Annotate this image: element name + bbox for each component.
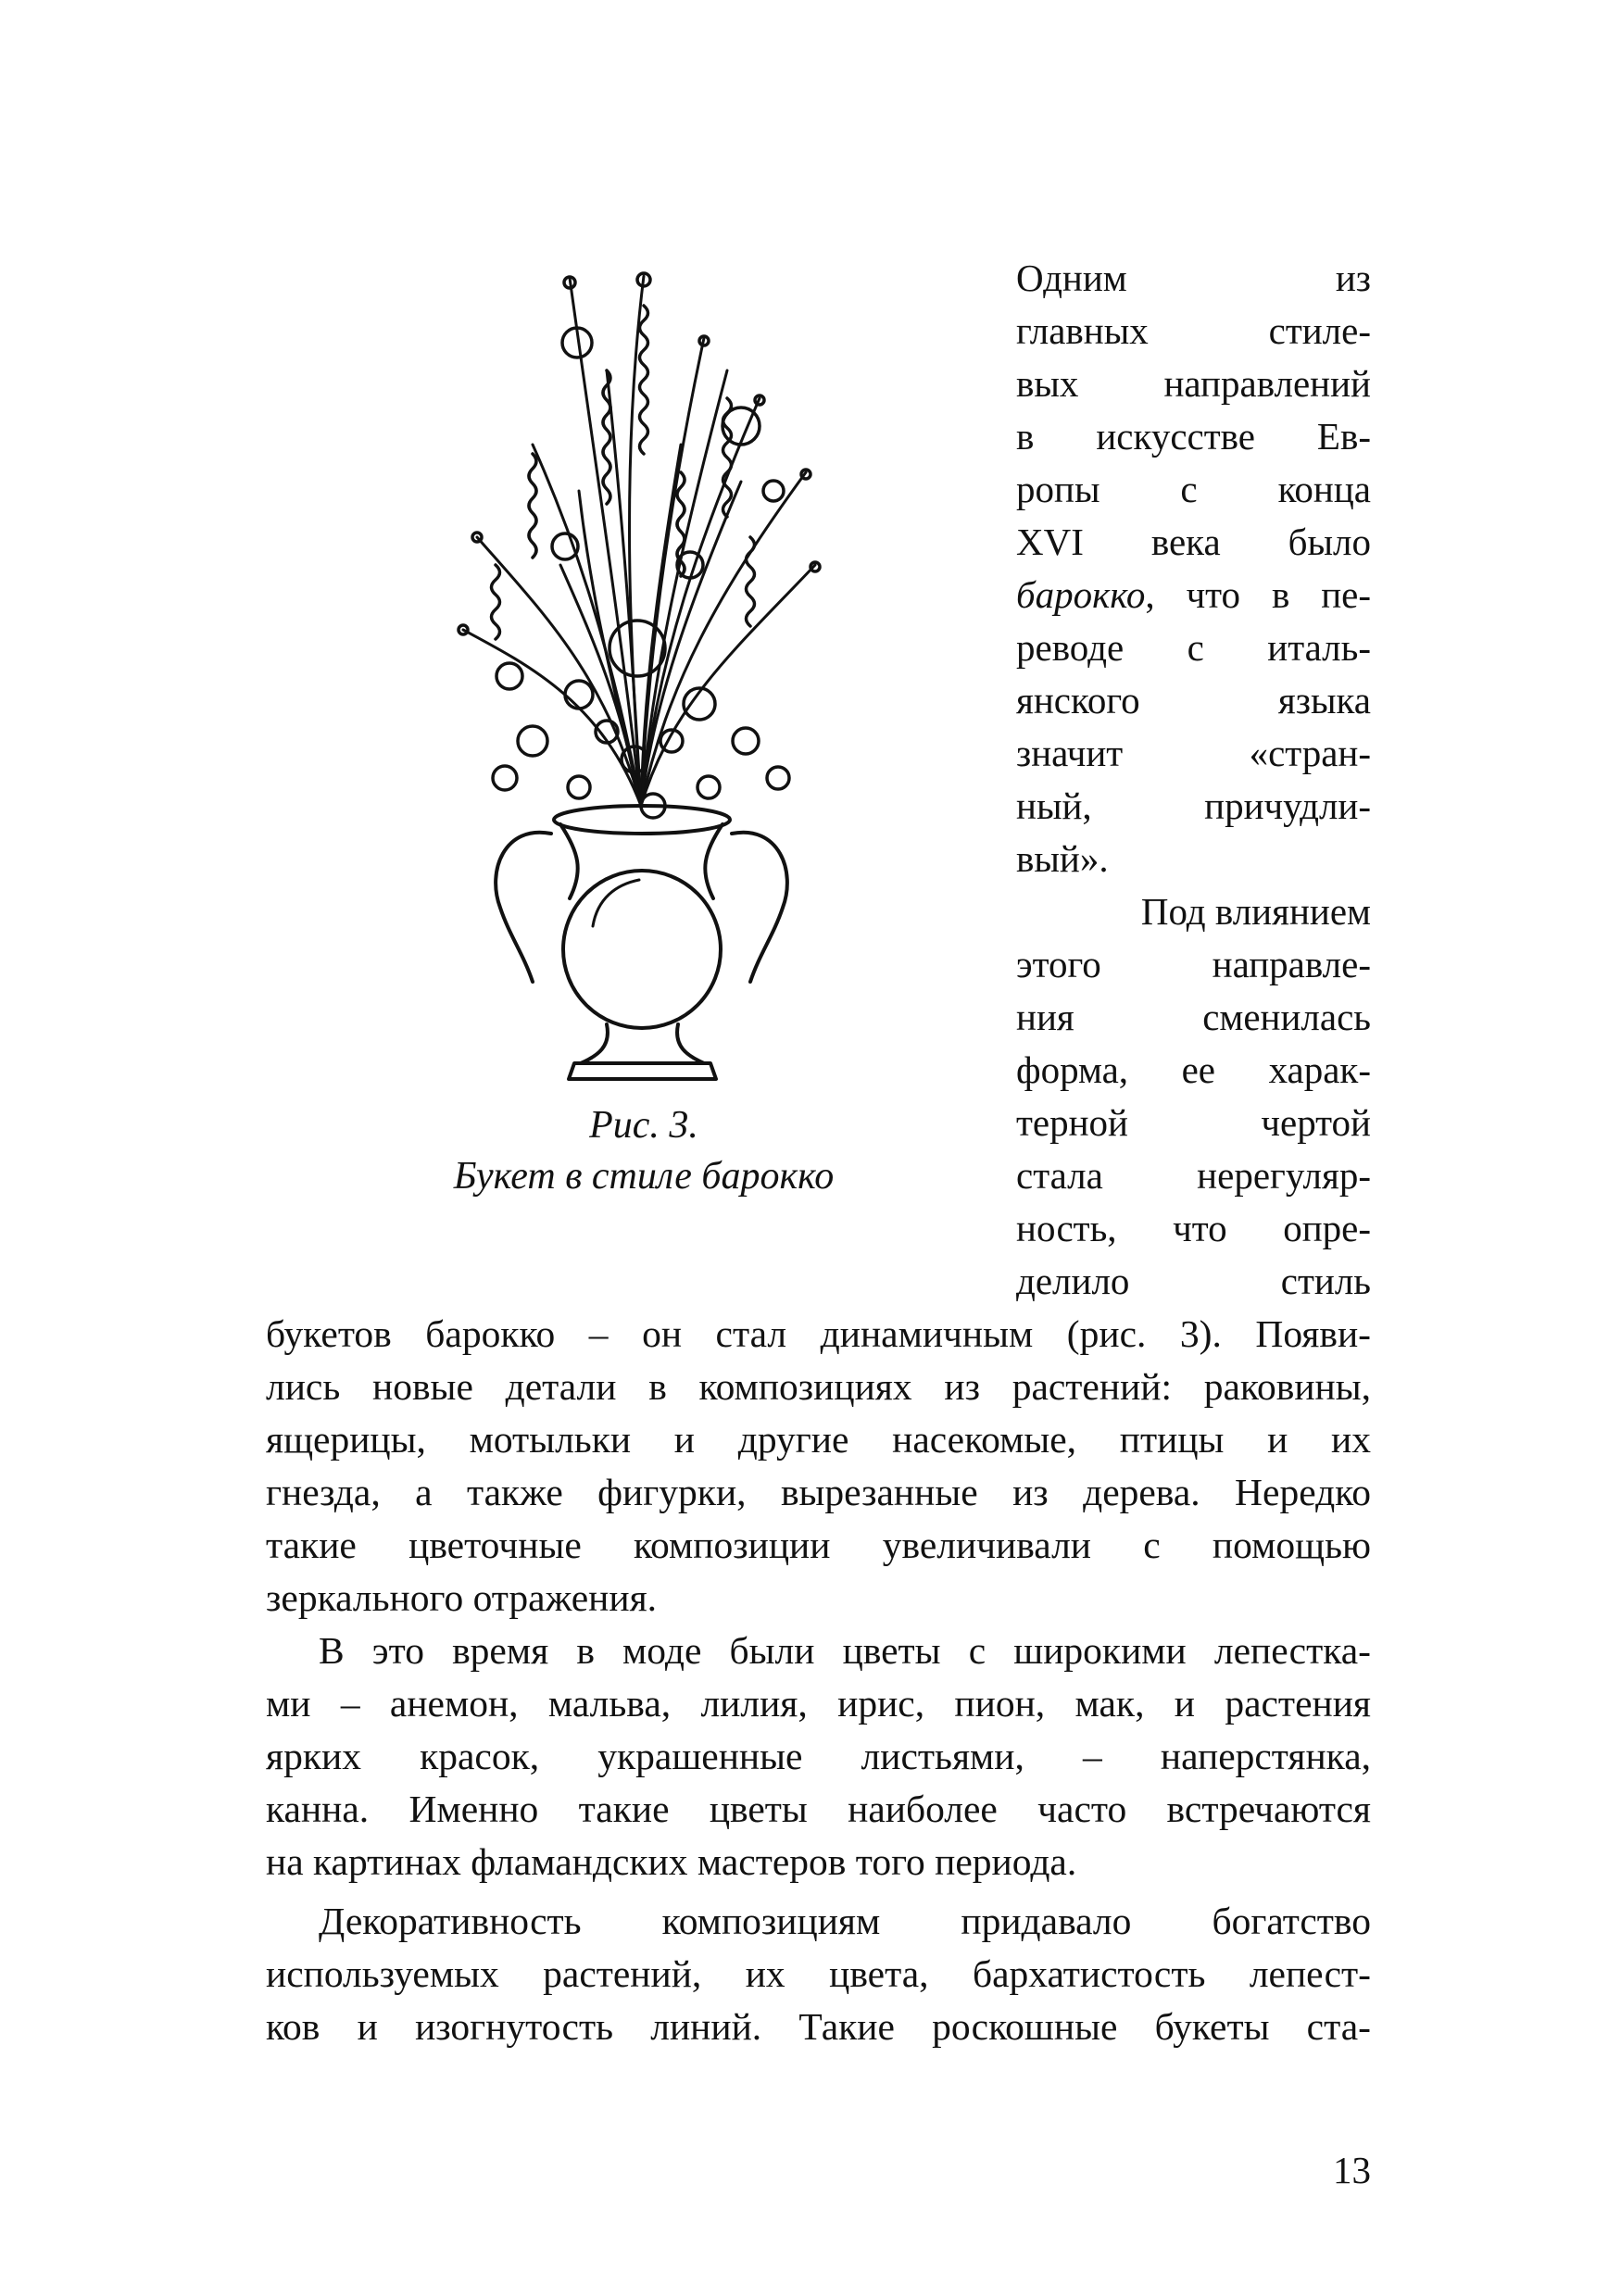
vase-handle-left [496, 833, 551, 982]
body-text-line: канна. Именно такие цветы наиболее часто встречаются [266, 1788, 1371, 1830]
vase-highlight [593, 880, 639, 926]
side-text-line: барокко, что в пе- [1016, 573, 1371, 616]
body-text-line: ков и изогнутость линий. Такие роскошные букеты ста- [266, 2005, 1371, 2048]
side-text-line: главных стиле- [1016, 309, 1371, 352]
side-text-line: этого направле- [1016, 943, 1371, 985]
side-text-line: Под влиянием [1140, 890, 1371, 933]
body-text-line: лись новые детали в композициях из растений: раковины, [266, 1365, 1371, 1408]
vase-handle-right [732, 833, 787, 982]
body-text-line: гнезда, а также фигурки, вырезанные из дерева. Нередко [266, 1471, 1371, 1513]
beaded-spray [492, 565, 500, 639]
ring-bloom [493, 766, 517, 790]
stem [463, 630, 641, 806]
figure-title: Букет в стиле барокко [453, 1155, 835, 1198]
page-number: 13 [1333, 2149, 1371, 2191]
side-text-line: вый». [1016, 837, 1109, 880]
ring-bloom [767, 767, 789, 789]
side-text-line: ность, что опре- [1016, 1207, 1371, 1249]
body-text-line: Декоративность композициям придавало богатство [319, 1900, 1371, 1942]
ring-bloom [518, 726, 547, 756]
side-text-line: ный, причудли- [1016, 784, 1371, 827]
side-text-line: вых направлений [1016, 362, 1371, 405]
ring-bloom [496, 663, 522, 689]
body-text-line: В это время в моде были цветы с широкими лепестка- [319, 1629, 1371, 1672]
body-text-line: ящерицы, мотыльки и другие насекомые, птицы и их [266, 1418, 1371, 1461]
ring-bloom [565, 681, 593, 709]
side-text-line: в искусстве Ев- [1016, 415, 1371, 458]
body-text-line: ярких красок, украшенные листьями, – наперстянка, [266, 1735, 1371, 1777]
figure-number: Рис. 3. [589, 1104, 698, 1147]
body-text-line: используемых растений, их цвета, бархатистость лепест- [266, 1952, 1371, 1995]
side-text-line: ния сменилась [1016, 996, 1371, 1038]
side-text-line: значит «стран- [1016, 732, 1371, 774]
side-text-line: терной чертой [1016, 1101, 1371, 1144]
side-text-line: XVI века было [1016, 521, 1371, 563]
vase-foot [581, 1024, 704, 1063]
ring-bloom [733, 728, 759, 754]
ring-bloom [763, 481, 784, 501]
figure-caption [389, 1100, 898, 1202]
stem [641, 482, 741, 806]
ring-bloom [568, 776, 590, 798]
ring-bloom [677, 552, 703, 578]
body-text-line: букетов барокко – он стал динамичным (рис. 3). Появи- [266, 1312, 1371, 1355]
ring-bloom [697, 776, 720, 798]
side-text-line: форма, ее харак- [1016, 1048, 1371, 1091]
vase-base [569, 1063, 716, 1079]
vase-body [563, 871, 721, 1028]
side-text-line: делило стиль [1016, 1260, 1371, 1302]
beaded-spray [747, 537, 755, 626]
beaded-spray [640, 306, 648, 454]
body-text-line: такие цветочные композиции увеличивали с помощью [266, 1524, 1371, 1566]
side-text-line: стала нерегуляр- [1016, 1154, 1371, 1197]
baroque-bouquet-illustration [421, 259, 861, 1084]
side-text-line: янского языка [1016, 679, 1371, 721]
body-text-line: ми – анемон, мальва, лилия, ирис, пион, мак, и растения [266, 1682, 1371, 1725]
side-text-line: Одним из [1016, 257, 1371, 299]
beaded-spray [529, 454, 536, 558]
side-text-line: реводе с италь- [1016, 626, 1371, 669]
body-text-line: зеркального отражения. [266, 1576, 658, 1619]
body-text-line: на картинах фламандских мастеров того периода. [266, 1840, 1077, 1883]
vase-neck [560, 824, 723, 898]
side-text-line: ропы с конца [1016, 468, 1371, 510]
ring-bloom [609, 621, 665, 676]
